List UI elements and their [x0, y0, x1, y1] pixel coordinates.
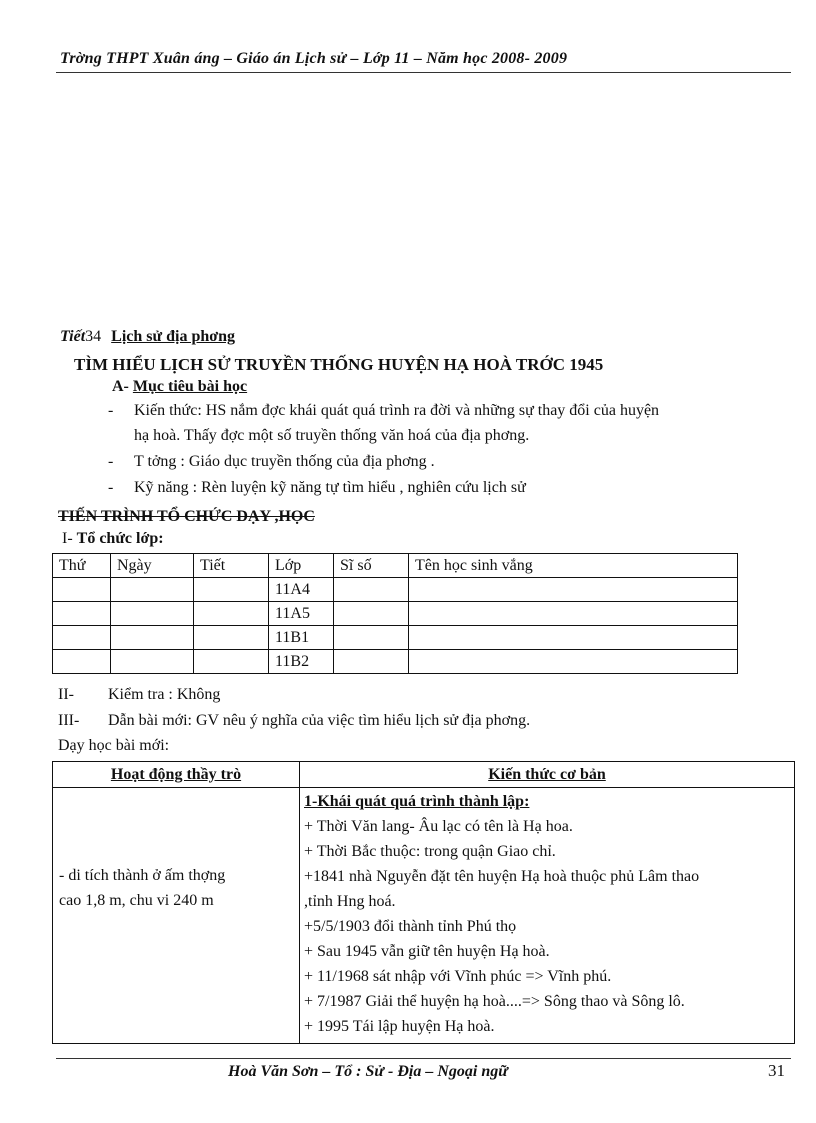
header-cell: Tiết: [194, 554, 269, 578]
knowledge-line: +5/5/1903 đổi thành tỉnh Phú thọ: [304, 918, 517, 935]
table-cell: [334, 602, 409, 626]
table-cell: [53, 578, 111, 602]
lesson-topic: Lịch sử địa phơng: [111, 328, 236, 345]
header-cell: Tên học sinh vắng: [409, 554, 738, 578]
activity-line: - di tích thành ở ấm thợng: [59, 867, 226, 884]
objective-attitude: T tởng : Giáo dục truyền thống của địa phơng .: [134, 453, 435, 470]
section-a-title: Mục tiêu bài học: [132, 378, 248, 395]
objective-skill: Kỹ năng : Rèn luyện kỹ năng tự tìm hiểu , nghiên cứu lịch sử: [134, 479, 526, 496]
table-cell: 11B1: [269, 626, 334, 650]
objective-knowledge-line1: Kiến thức: HS nắm đợc khái quát quá trình ra đời và những sự thay đổi của huyện: [134, 402, 660, 419]
page-footer: Hoà Văn Sơn – Tổ : Sử - Địa – Ngoại ngữ: [228, 1063, 508, 1080]
table-cell: [194, 626, 269, 650]
section-2-prefix: II-: [58, 686, 74, 703]
knowledge-line: ,tỉnh Hng hoá.: [304, 893, 396, 910]
activity-column-header: Hoạt động thầy trò: [53, 762, 300, 788]
table-cell: [53, 650, 111, 674]
table-cell: 11B2: [269, 650, 334, 674]
section-2-text: Kiểm tra : Không: [108, 686, 221, 703]
table-cell: 11A5: [269, 602, 334, 626]
lesson-content-table: [52, 761, 795, 1044]
class-attendance-table: [52, 553, 738, 674]
document-title: TÌM HIỂU LỊCH SỬ TRUYỀN THỐNG HUYỆN HẠ HOÀ TRỚC 1945: [74, 355, 604, 374]
section-3-text: Dẫn bài mới: GV nêu ý nghĩa của việc tìm hiểu lịch sử địa phơng.: [108, 712, 531, 729]
table-cell: [194, 602, 269, 626]
table-cell: [53, 626, 111, 650]
section-1-title: Tổ chức lớp:: [76, 530, 164, 547]
knowledge-line: + Sau 1945 vẫn giữ tên huyện Hạ hoà.: [304, 943, 550, 960]
new-lesson-label: Dạy học bài mới:: [58, 737, 170, 754]
section-a-prefix: A-: [112, 378, 129, 395]
table-cell: [194, 578, 269, 602]
section-a-heading: [112, 378, 247, 396]
table-cell: [111, 626, 194, 650]
table-header-row: [53, 554, 738, 578]
table-row: [53, 578, 738, 602]
footer-rule: [56, 1058, 791, 1059]
knowledge-line: + Thời Văn lang- Âu lạc có tên là Hạ hoa.: [304, 818, 573, 835]
table-cell: [334, 650, 409, 674]
bullet-dash: -: [108, 402, 114, 419]
table-cell: 11A4: [269, 578, 334, 602]
table-header-row: [53, 762, 795, 788]
header-rule: [56, 72, 791, 73]
section-3-prefix: III-: [58, 712, 80, 729]
section-1-prefix: I-: [62, 530, 73, 547]
table-cell: [111, 578, 194, 602]
bullet-dash: -: [108, 453, 114, 470]
table-row: [53, 602, 738, 626]
table-cell: [334, 626, 409, 650]
lesson-label: Tiết: [60, 328, 86, 345]
bullet-dash: -: [108, 479, 114, 496]
header-cell: Lớp: [269, 554, 334, 578]
table-cell: [409, 602, 738, 626]
page-number: 31: [768, 1061, 785, 1080]
process-heading: TIẾN TRÌNH TỔ CHỨC DẠY ,HỌC: [58, 508, 315, 525]
table-cell: [409, 650, 738, 674]
table-cell: [111, 650, 194, 674]
table-cell: [194, 650, 269, 674]
table-cell: [334, 578, 409, 602]
table-cell: [111, 602, 194, 626]
table-row: [53, 626, 738, 650]
knowledge-line: + 11/1968 sát nhập với Vĩnh phúc => Vĩnh phú.: [304, 968, 612, 985]
table-cell: [409, 626, 738, 650]
lesson-line: [60, 328, 235, 346]
knowledge-cell: [300, 788, 795, 1044]
page-header: Trờng THPT Xuân áng – Giáo án Lịch sử – Lớp 11 – Năm học 2008- 2009: [60, 50, 568, 67]
header-cell: Thứ: [53, 554, 111, 578]
objective-knowledge-line2: hạ hoà. Thấy đợc một số truyền thống văn hoá của địa phơng.: [134, 427, 530, 444]
lesson-number: 34: [85, 328, 102, 345]
table-row: [53, 788, 795, 1044]
knowledge-column-header: Kiến thức cơ bản: [300, 762, 795, 788]
table-cell: [409, 578, 738, 602]
header-cell: Ngày: [111, 554, 194, 578]
knowledge-heading: 1-Khái quát quá trình thành lập:: [304, 793, 530, 810]
activity-cell: [53, 788, 300, 1044]
knowledge-line: +1841 nhà Nguyễn đặt tên huyện Hạ hoà thuộc phủ Lâm thao: [304, 868, 700, 885]
table-cell: [53, 602, 111, 626]
table-row: [53, 650, 738, 674]
knowledge-line: + 7/1987 Giải thể huyện hạ hoà....=> Sông thao và Sông lô.: [304, 993, 685, 1010]
header-cell: Sĩ số: [334, 554, 409, 578]
knowledge-line: + Thời Bắc thuộc: trong quận Giao chỉ.: [304, 843, 556, 860]
knowledge-line: + 1995 Tái lập huyện Hạ hoà.: [304, 1018, 495, 1035]
activity-line: cao 1,8 m, chu vi 240 m: [59, 892, 214, 909]
section-1-heading: [62, 530, 164, 548]
